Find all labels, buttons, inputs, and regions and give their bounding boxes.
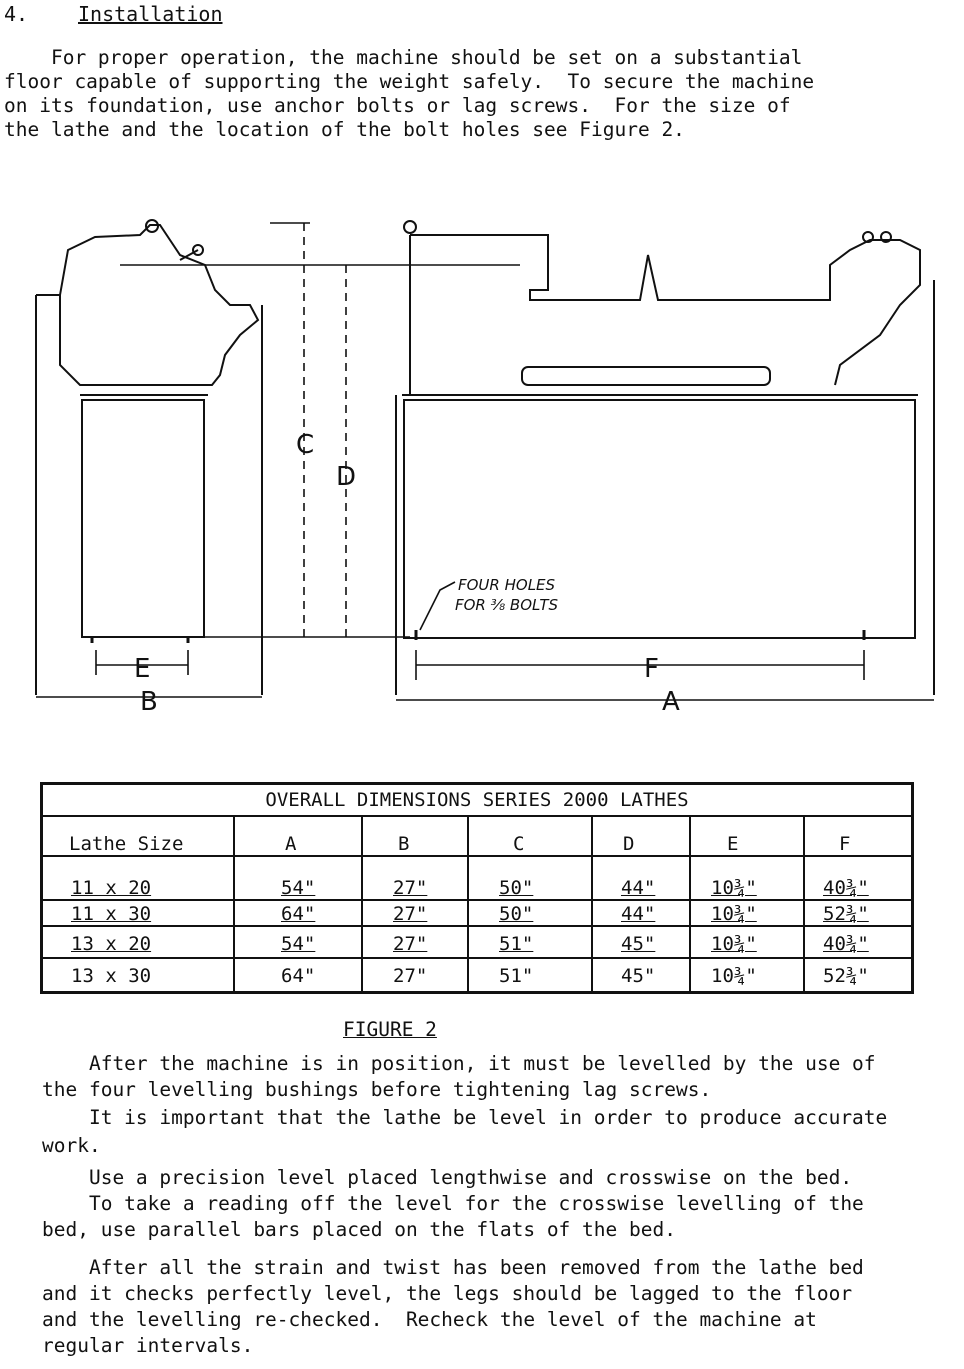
header-b: B — [398, 833, 410, 855]
table-cell: 27" — [393, 933, 428, 955]
bolt-note-line2: FOR ⅜ BOLTS — [455, 596, 559, 614]
figure-caption: FIGURE 2 — [343, 1018, 437, 1041]
table-cell: 50" — [499, 877, 534, 899]
body-line: regular intervals. — [42, 1334, 254, 1357]
body-line: and it checks perfectly level, the legs should be lagged to the floor — [42, 1282, 853, 1305]
table-cell: 27" — [393, 877, 428, 899]
table-cell: 45" — [621, 965, 656, 987]
label-d: D — [336, 462, 357, 492]
intro-line: on its foundation, use anchor bolts or lag screws. For the size of — [4, 94, 791, 117]
intro-line: the lathe and the location of the bolt holes see Figure 2. — [4, 118, 685, 141]
body-line: Use a precision level placed lengthwise and crosswise on the bed. — [42, 1166, 853, 1189]
table-cell: 50" — [499, 903, 534, 925]
header-a: A — [285, 833, 297, 855]
section-number: 4. — [4, 2, 29, 26]
header-e: E — [727, 833, 739, 855]
headstock-knob — [404, 221, 416, 233]
table-cell: 11 x 30 — [71, 903, 152, 925]
table-cell: 64" — [281, 965, 316, 987]
table-cell: 54" — [281, 877, 316, 899]
front-view — [396, 221, 934, 695]
table-cell: 64" — [281, 903, 316, 925]
table-cell: 27" — [393, 965, 428, 987]
header-lathe-size: Lathe Size — [69, 833, 184, 855]
header-c: C — [513, 833, 525, 855]
table-cell: 44" — [621, 903, 656, 925]
table-cell: 10¾" — [711, 933, 757, 955]
table-cell: 52¾" — [823, 903, 869, 925]
table-cell: 11 x 20 — [71, 877, 152, 899]
table-cell: 10¾" — [711, 965, 757, 987]
table-cell: 45" — [621, 933, 656, 955]
table-cell: 51" — [499, 965, 534, 987]
body-line: It is important that the lathe be level in order to produce accurate — [42, 1106, 888, 1129]
section-title: Installation — [78, 2, 223, 26]
body-line: work. — [42, 1134, 101, 1157]
bolt-note-line1: FOUR HOLES — [458, 576, 556, 594]
headstock-side-outline — [60, 225, 258, 385]
table-cell: 54" — [281, 933, 316, 955]
body-line: After the machine is in position, it must be levelled by the use of — [42, 1052, 876, 1075]
table-cell: 40¾" — [823, 877, 869, 899]
label-b: B — [140, 687, 158, 717]
table-cell: 40¾" — [823, 933, 869, 955]
label-f: F — [644, 654, 659, 684]
table-cell: 52¾" — [823, 965, 869, 987]
table-cell: 13 x 30 — [71, 965, 152, 987]
intro-line: floor capable of supporting the weight safely. To secure the machine — [4, 70, 815, 93]
table-cell: 27" — [393, 903, 428, 925]
table-cell: 10¾" — [711, 877, 757, 899]
label-c: C — [296, 430, 315, 460]
side-cabinet — [82, 400, 204, 637]
table-cell: 51" — [499, 933, 534, 955]
side-view — [36, 220, 262, 695]
label-a: A — [662, 687, 680, 717]
body-line: and the levelling re-checked. Recheck the level of the machine at — [42, 1308, 817, 1331]
dimensions-table — [40, 782, 914, 994]
table-title: OVERALL DIMENSIONS SERIES 2000 LATHES — [265, 789, 689, 811]
body-line: To take a reading off the level for the crosswise levelling of the — [42, 1192, 864, 1215]
label-e: E — [134, 654, 151, 684]
lathe-dimension-drawing — [0, 195, 964, 725]
table-cell: 13 x 20 — [71, 933, 152, 955]
table-cell: 10¾" — [711, 903, 757, 925]
table-cell: 44" — [621, 877, 656, 899]
intro-line: For proper operation, the machine should be set on a substantial — [4, 46, 803, 69]
dimension-lines — [36, 223, 934, 700]
body-line: the four levelling bushings before tightening lag screws. — [42, 1078, 712, 1101]
header-d: D — [623, 833, 635, 855]
body-line: bed, use parallel bars placed on the flats of the bed. — [42, 1218, 676, 1241]
carriage — [522, 367, 770, 385]
header-f: F — [839, 833, 851, 855]
body-line: After all the strain and twist has been removed from the lathe bed — [42, 1256, 864, 1279]
